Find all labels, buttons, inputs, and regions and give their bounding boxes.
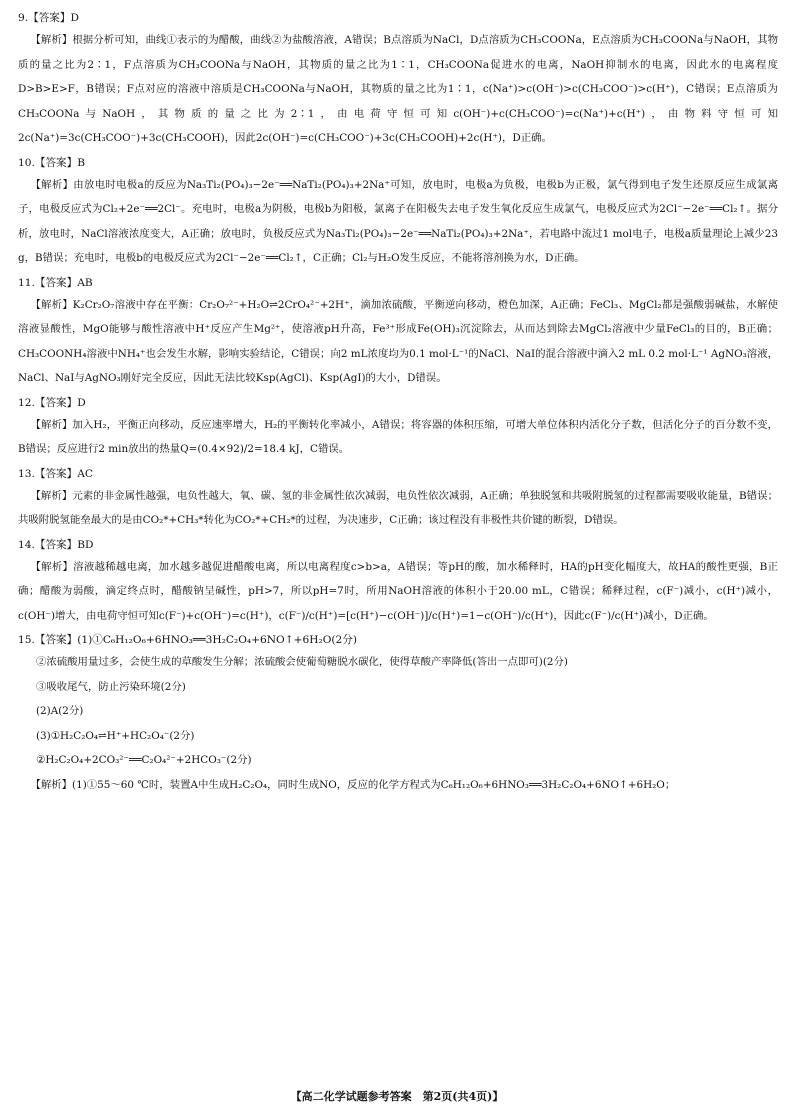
question-11 [18, 275, 778, 391]
answer-subline: (3)①H₂C₂O₄⇌H⁺+HC₂O₄⁻(2分) [36, 729, 195, 742]
answer-subline: ②H₂C₂O₄+2CO₃²⁻══C₂O₄²⁻+2HCO₃⁻(2分) [36, 754, 252, 766]
answer-line: 14.【答案】BD [18, 538, 94, 551]
question-14 [18, 537, 778, 629]
analysis-paragraph: 【解析】根据分析可知，曲线①表示的为醋酸，曲线②为盐酸溶液，A错误；B点溶质为NaCl，D点溶质为CH₃COONa，E点溶质为CH₃COONa与NaOH，其物质的量之比为2∶1，F点溶质为CH₃COONa与NaOH，其物质的量之比为1∶1，CH₃COONa促进水的电离，NaOH抑制水的电离，因此水的电离程度D>B>E>F，B错误；F点对应的溶液中溶质是CH₃COONa与NaOH，其物质的量之比为1∶1，c(Na⁺)>c(OH⁻)>c(CH₃COO⁻)>c(H⁺)，C错误；E点溶质为CH₃COONa与NaOH，其物质的量之比为2∶1，由电荷守恒可知c(OH⁻)+c(CH₃COO⁻)=c(Na⁺)+c(H⁺)，由物料守恒可知2c(Na⁺)=3c(CH₃COO⁻)+3c(CH₃COOH)，因此2c(OH⁻)=c(CH₃COO⁻)+3c(CH₃COOH)+2c(H⁺)，D正确。 [18, 34, 778, 144]
page-footer: 【高二化学试题参考答案 第2页(共4页)】 [290, 1090, 504, 1103]
question-13 [18, 466, 778, 533]
analysis-paragraph: 【解析】元素的非金属性越强，电负性越大，氧、碳、氢的非金属性依次减弱，电负性依次减弱，A正确；单独脱氢和共吸附脱氢的过程都需要吸收能量，B错误；共吸附脱氢能垒最大的是由CO₂*+CH₃*转化为CO₂*+CH₂*的过程，为决速步，C正确；该过程没有非极性共价键的断裂，D错误。 [18, 489, 778, 526]
answer-line: 13.【答案】AC [18, 467, 93, 480]
analysis-paragraph: 【解析】由放电时电极a的反应为Na₃Ti₂(PO₄)₃−2e⁻══NaTi₂(PO₄)₃+2Na⁺可知，放电时，电极a为负极，电极b为正极，氯气得到电子发生还原反应生成氯离子，电极反应式为Cl₂+2e⁻══2Cl⁻。充电时，电极a为阴极，电极b为阳极，氯离子在阳极失去电子发生氧化反应生成氯气，电极反应式为2Cl⁻−2e⁻══Cl₂↑。据分析，放电时，NaCl溶液浓度变大，A正确；放电时，负极反应式为Na₃Ti₂(PO₄)₃−2e⁻══NaTi₂(PO₄)₃+2Na⁺，若电路中流过1 mol电子，电极a质量理论上减少23 g，B错误；充电时，电极b的电极反应式为2Cl⁻−2e⁻══Cl₂↑，C正确；Cl₂与H₂O发生反应，不能将溶剂换为水，D正确。 [18, 178, 778, 264]
question-9 [18, 10, 778, 151]
answer-subline: ②浓硫酸用量过多，会使生成的草酸发生分解；浓硫酸会使葡萄糖脱水碳化，使得草酸产率降低(答出一点即可)(2分) [36, 656, 568, 668]
answer-line: 12.【答案】D [18, 396, 86, 409]
question-10 [18, 155, 778, 271]
answer-line: 9.【答案】D [18, 12, 79, 24]
question-12 [18, 395, 778, 462]
answer-sheet-page [18, 10, 778, 797]
answer-line: 10.【答案】B [18, 156, 86, 169]
answer-line: 15.【答案】(1)①C₆H₁₂O₆+6HNO₃══3H₂C₂O₄+6NO↑+6H₂O(2分) [18, 634, 357, 646]
analysis-paragraph: 【解析】(1)①55～60 ℃时，装置A中生成H₂C₂O₄，同时生成NO，反应的化学方程式为C₆H₁₂O₆+6HNO₃══3H₂C₂O₄+6NO↑+6H₂O； [30, 778, 676, 791]
analysis-paragraph: 【解析】加入H₂，平衡正向移动，反应速率增大，H₂的平衡转化率减小，A错误；将容器的体积压缩，可增大单位体积内活化分子数，但活化分子的百分数不变，B错误；反应进行2 min放出的热量Q=(0.4×92)/2=18.4 kJ，C错误。 [18, 418, 778, 455]
answer-subline: ③吸收尾气，防止污染环境(2分) [36, 680, 186, 693]
analysis-paragraph: 【解析】溶液越稀越电离，加水越多越促进醋酸电离，所以电离程度c>b>a，A错误；等pH的酸，加水稀释时，HA的pH变化幅度大，故HA的酸性更强，B正确；醋酸为弱酸，滴定终点时，醋酸钠呈碱性，pH>7，所以pH=7时，所用NaOH溶液的体积小于20.00 mL，C错误；稀释过程，c(F⁻)减小，c(H⁺)减小，c(OH⁻)增大，由电荷守恒可知c(F⁻)+c(OH⁻)=c(H⁺)，c(F⁻)/c(H⁺)=[c(H⁺)−c(OH⁻)]/c(H⁺)=1−c(OH⁻)/c(H⁺)，因此c(F⁻)/c(H⁺)减小，D正确。 [18, 560, 778, 622]
question-15 [18, 632, 778, 797]
analysis-paragraph: 【解析】K₂Cr₂O₇溶液中存在平衡：Cr₂O₇²⁻+H₂O⇌2CrO₄²⁻+2H⁺，滴加浓硫酸，平衡逆向移动，橙色加深，A正确；FeCl₃、MgCl₂都是强酸弱碱盐，水解使溶液显酸性，MgO能够与酸性溶液中H⁺反应产生Mg²⁺，使溶液pH升高，Fe³⁺形成Fe(OH)₃沉淀除去，从而达到除去MgCl₂溶液中少量FeCl₃的目的，B正确；CH₃COONH₄溶液中NH₄⁺也会发生水解，影响实验结论，C错误；向2 mL浓度均为0.1 mol·L⁻¹的NaCl、NaI的混合溶液中滴入2 mL 0.2 mol·L⁻¹ AgNO₃溶液，NaCl、NaI与AgNO₃刚好完全反应，因此无法比较Ksp(AgCl)、Ksp(AgI)的大小，D错误。 [18, 298, 778, 384]
answer-subline: (2)A(2分) [36, 705, 84, 717]
answer-line: 11.【答案】AB [18, 276, 93, 289]
